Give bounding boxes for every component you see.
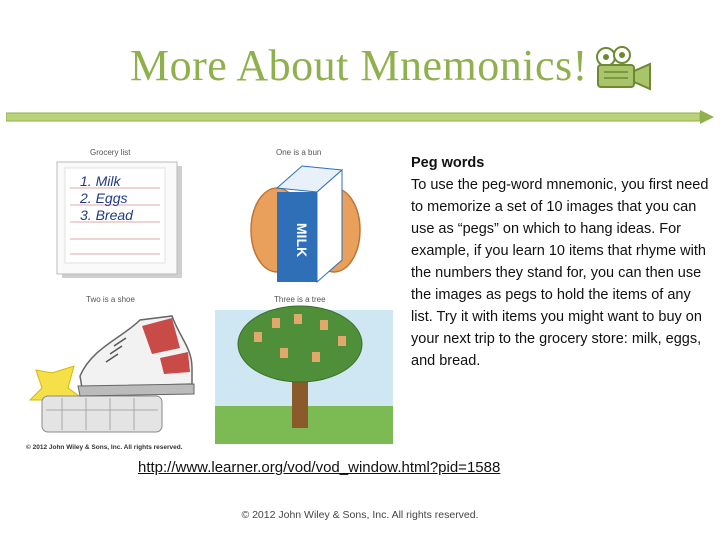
figure-copyright: © 2012 John Wiley & Sons, Inc. All rights reserved. xyxy=(26,444,183,451)
peg-words-text xyxy=(411,152,711,372)
carton-label: MILK xyxy=(294,222,310,258)
bun-panel xyxy=(215,160,393,290)
peg-word-illustration xyxy=(22,148,397,456)
peg-words-heading: Peg words xyxy=(411,155,485,171)
tree-panel xyxy=(215,306,393,444)
panel-label-three-tree: Three is a tree xyxy=(274,295,326,304)
list-item-eggs: 2. Eggs xyxy=(80,190,128,206)
arrow-divider xyxy=(6,110,714,124)
list-item-bread: 3. Bread xyxy=(80,207,133,223)
list-item-milk: 1. Milk xyxy=(80,173,121,189)
video-camera-icon xyxy=(594,45,654,93)
footer-copyright: © 2012 John Wiley & Sons, Inc. All rights reserved. xyxy=(241,509,479,521)
shoe-panel xyxy=(26,304,208,436)
video-link[interactable]: http://www.learner.org/vod/vod_window.html?pid=1588 xyxy=(138,459,501,476)
panel-label-two-shoe: Two is a shoe xyxy=(86,295,135,304)
panel-label-grocery-list: Grocery list xyxy=(90,148,131,157)
slide-title: More About Mnemonics! xyxy=(130,41,588,90)
panel-label-one-bun: One is a bun xyxy=(276,148,322,157)
illustration-svg xyxy=(22,148,397,456)
grocery-list-panel xyxy=(57,162,182,278)
peg-words-body: To use the peg-word mnemonic, you first need to memorize a set of 10 images that you can use as “pegs” on which to hang ideas. For example, if you learn 10 items that rhyme with the numbers they stand for, you can then use the images as pegs to hold the items of any list. Try it with items you might want to buy on your next trip to the grocery store: milk, eggs, and bread. xyxy=(411,177,709,369)
